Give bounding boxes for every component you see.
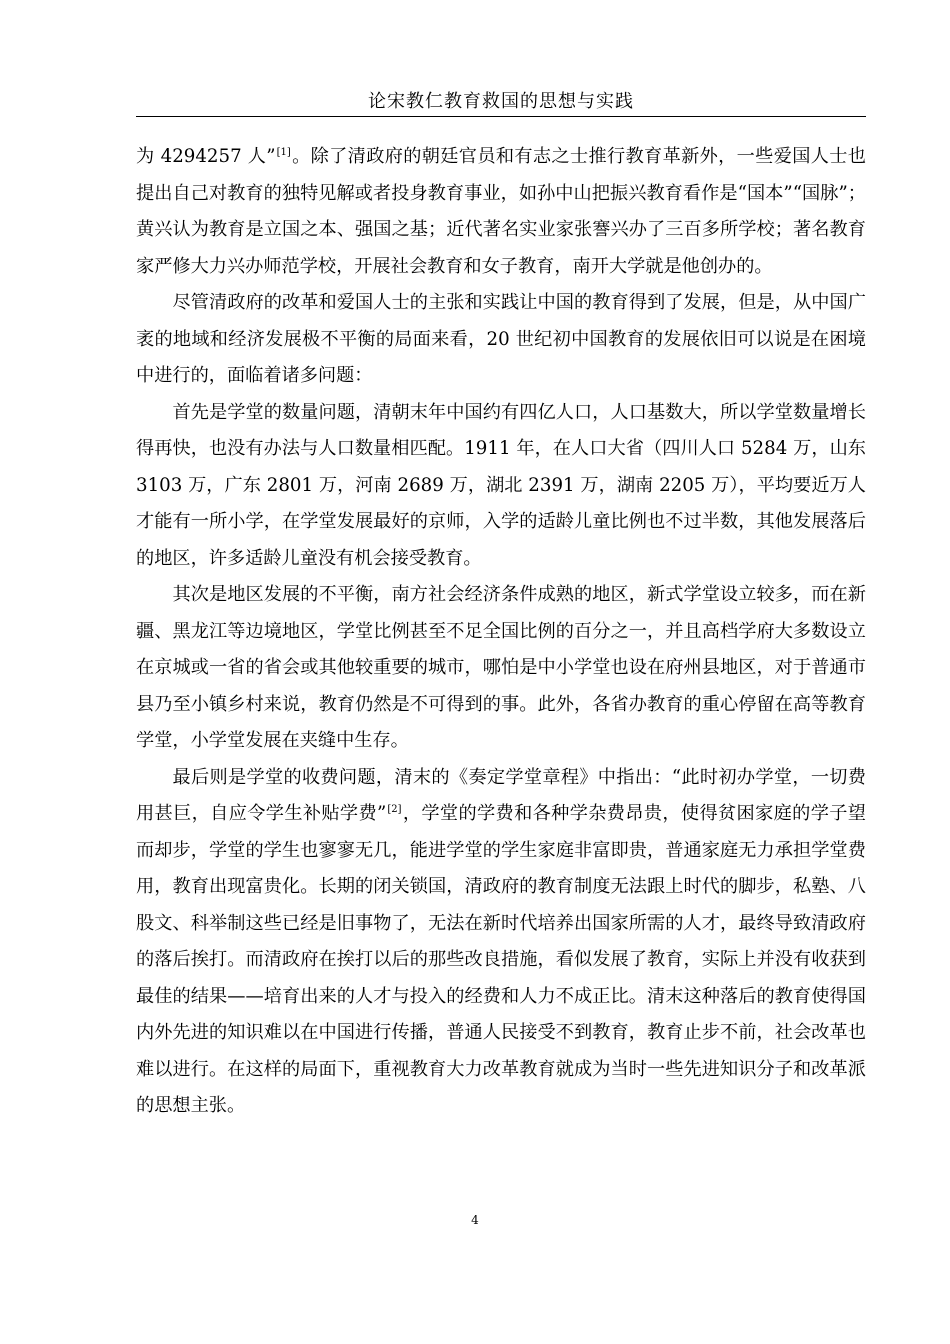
body-paragraph xyxy=(136,577,866,760)
body-paragraph xyxy=(136,285,866,395)
paragraph-text: 首先是学堂的数量问题，清朝末年中国约有四亿人口，人口基数大，所以学堂数量增长得再快，也没有办法与人口数量相匹配。1911 年，在人口大省（四川人口 5284 万，山东 3103 万，广东 2801 万，河南 2689 万，湖北 2391 万，湖南 2205 万），平均要近万人才能有一所小学，在学堂发展最好的京师，入学的适龄儿童比例也不过半数，其他发展落后的地区，许多适龄儿童没有机会接受教育。 xyxy=(136,401,866,569)
body-paragraph xyxy=(136,395,866,578)
citation-reference: [2] xyxy=(387,804,402,815)
paragraph-text: 尽管清政府的改革和爱国人士的主张和实践让中国的教育得到了发展，但是，从中国广袤的地域和经济发展极不平衡的局面来看，20 世纪初中国教育的发展依旧可以说是在困境中进行的，面临着诸多问题： xyxy=(136,292,866,386)
paragraph-text: 最后则是学堂的收费问题，清末的《奏定学堂章程》中指出：“此时初办学堂，一切费用甚巨，自应令学生补贴学费” xyxy=(136,766,866,824)
paragraph-text: 为 4294257 人” xyxy=(136,146,276,167)
paragraph-text: ，学堂的学费和各种学杂费昂贵，使得贫困家庭的学子望而却步，学堂的学生也寥寥无几，能进学堂的学生家庭非富即贵，普通家庭无力承担学堂费用，教育出现富贵化。长期的闭关锁国，清政府的教育制度无法跟上时代的脚步，私塾、八股文、科举制这些已经是旧事物了，无法在新时代培养出国家所需的人才，最终导致清政府的落后挨打。而清政府在挨打以后的那些改良措施，看似发展了教育，实际上并没有收获到最佳的结果——培育出来的人才与投入的经费和人力不成正比。清末这种落后的教育使得国内外先进的知识难以在中国进行传播，普通人民接受不到教育，教育止步不前，社会改革也难以进行。在这样的局面下，重视教育大力改革教育就成为当时一些先进知识分子和改革派的思想主张。 xyxy=(136,803,866,1116)
body-text xyxy=(136,139,866,1125)
citation-reference: [1] xyxy=(276,147,291,158)
running-header-title: 论宋教仁教育救国的思想与实践 xyxy=(368,91,634,112)
body-paragraph xyxy=(136,139,866,285)
page-number: 4 xyxy=(471,1213,479,1227)
header-rule xyxy=(136,116,866,117)
paragraph-text: 。除了清政府的朝廷官员和有志之士推行教育革新外，一些爱国人士也提出自己对教育的独特见解或者投身教育事业，如孙中山把振兴教育看作是“国本”“国脉”；黄兴认为教育是立国之本、强国之基；近代著名实业家张謇兴办了三百多所学校；著名教育家严修大力兴办师范学校，开展社会教育和女子教育，南开大学就是他创办的。 xyxy=(136,146,866,277)
body-paragraph xyxy=(136,760,866,1125)
paragraph-text: 其次是地区发展的不平衡，南方社会经济条件成熟的地区，新式学堂设立较多，而在新疆、黑龙江等边境地区，学堂比例甚至不足全国比例的百分之一，并且高档学府大多数设立在京城或一省的省会或其他较重要的城市，哪怕是中小学堂也设在府州县地区，对于普通市县乃至小镇乡村来说，教育仍然是不可得到的事。此外，各省办教育的重心停留在高等教育学堂，小学堂发展在夹缝中生存。 xyxy=(136,584,866,751)
